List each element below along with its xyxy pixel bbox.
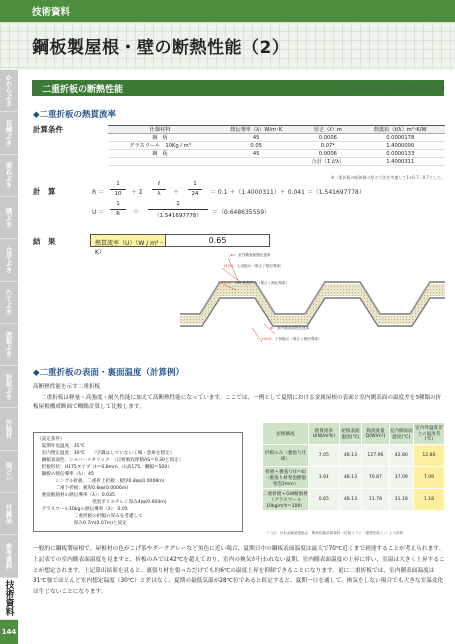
table-row: [263, 467, 445, 489]
mt-cell: [108, 158, 212, 166]
mt-cell: 鋼 板: [108, 150, 212, 158]
diagram-tag-lower: ℓ3/λ3：下折板の（厚さ / 熱伝導率）: [262, 337, 322, 341]
rt-cell: 11.78: [362, 489, 389, 511]
diagram-tag-upper: ℓ1/λ1：上折板の（厚さ / 熱伝導率）: [224, 264, 284, 268]
rt-header: 屋根構成: [263, 423, 309, 445]
mt-cell: 合計（Σ ℓ/λ）: [300, 158, 355, 166]
eq2-f1-den: R: [116, 211, 120, 217]
rt-cell: 37.09: [389, 467, 413, 489]
fraction-line: [152, 189, 166, 190]
condition-line: 室内想定温度：30℃ （空調はしていない工場・倉庫を想定）: [37, 451, 175, 456]
results-table: [262, 422, 445, 511]
mt-header: 熱抵抗（ℓ/λ）m²･K/W: [355, 126, 445, 134]
sidebar-item[interactable]: 立平ぶき: [0, 239, 18, 281]
eq2-f2-num: 1: [176, 201, 180, 207]
rt-cell: 0.65: [309, 489, 340, 511]
result-name: 熱貫流率（U）（W / m² ･K）: [91, 235, 166, 246]
rt-cell: 折板のみ（裏張り仕様）: [263, 445, 309, 467]
eq1-f2-den: λ: [157, 191, 161, 197]
conditions-box: [33, 432, 243, 532]
sidebar-item[interactable]: 重ねぶき: [0, 155, 18, 197]
table-row: [263, 489, 445, 511]
mt-cell: 0.0000178: [355, 134, 445, 142]
subsection-title-1: ◆二重折板の熱貫流率: [33, 110, 117, 120]
page-title: 鋼板製屋根・壁の断熱性能（2）: [32, 38, 290, 58]
condition-line: 夏期外気温度：35℃: [37, 444, 85, 449]
category-bar: [0, 0, 455, 22]
condition-line: 鋼板表面色：シルバーメタリック （日射吸収係数AS＝0.30と仮定）: [37, 458, 184, 463]
condition-line: 厚み0.7m(0.07m)と設定: [37, 521, 127, 526]
sidebar-item[interactable]: 折板ぶき: [0, 366, 18, 408]
condition-line: 鋼板の熱伝導率（λ）：45: [37, 472, 94, 477]
rt-cell: 3.91: [309, 467, 340, 489]
condition-line: 二重折板の折幅の厚みを考慮して: [37, 514, 143, 519]
condition-line: （設定条件）: [37, 437, 65, 442]
eq1-lhs: R ＝: [92, 189, 105, 196]
mt-cell: 45: [212, 134, 300, 142]
rt-header: 室内外温度差との温度差(℃): [413, 423, 444, 445]
sidebar-item[interactable]: 雨どい: [0, 451, 18, 493]
rt-cell: 48.13: [339, 489, 362, 511]
sidebar-item[interactable]: 付属品: [0, 493, 18, 535]
sidebar-item[interactable]: かわらぶき: [0, 70, 18, 112]
rt-header: 屋根表面温度(℃): [339, 423, 362, 445]
eq2-f2-den: （1.541697778）: [154, 213, 202, 219]
table-row: [108, 150, 445, 158]
eq1-f3-num: 1: [193, 181, 197, 187]
table-row: [108, 158, 445, 166]
mt-cell: 0.07*: [300, 142, 355, 150]
mt-cell: 1.4000311: [355, 158, 445, 166]
lead-text: 高断熱性能を示す二重折板: [33, 384, 101, 390]
sidebar-item[interactable]: 参考資料: [0, 535, 18, 577]
mt-header: 厚さ（ℓ）m: [300, 126, 355, 134]
fraction-line: [148, 209, 208, 210]
category-label: 技術資料: [32, 7, 71, 18]
table-row: [263, 445, 445, 467]
table-row: [108, 134, 445, 142]
results-table-note: （一社）日本金属屋根協会 断熱性能計算資料（折板ソフト「夏期を除く」）より抜粋: [265, 531, 404, 535]
material-table: [108, 125, 445, 166]
rt-cell: 折板＋裏張り(t＝4)（裏張り材発泡樹脂発泡2mm）: [263, 467, 309, 489]
eq1-plus2: ＋: [173, 189, 180, 196]
result-value: 0.65: [166, 235, 269, 246]
mt-header: 仕様材料: [108, 126, 212, 134]
rt-header: 室内側表面温度(℃): [389, 423, 413, 445]
eq1-f2-num: ℓ: [157, 181, 161, 187]
page-number: 144: [0, 620, 18, 644]
mt-cell: グラスウール 10Kg / m³: [108, 142, 212, 150]
rt-cell: 1.18: [413, 489, 444, 511]
rt-cell: 48.13: [339, 467, 362, 489]
mt-cell: 0.05: [212, 142, 300, 150]
rt-cell: 48.13: [339, 445, 362, 467]
eq2-lhs: U ＝: [92, 209, 105, 216]
result-label: 結 果: [33, 237, 56, 246]
eq1-f1-num: 1: [116, 181, 120, 187]
sidebar-item[interactable]: 外装材: [0, 408, 18, 450]
condition-line: シングル折板、二重折上折板：板厚0.8㎜(0.0008m): [37, 479, 165, 484]
eq1-f3-den: 24: [191, 191, 199, 197]
eq1-plus1: ＋ Σ: [131, 189, 143, 196]
sidebar-item[interactable]: 瓦棒ぶき: [0, 112, 18, 154]
fraction-line: [188, 189, 202, 190]
sidebar: [0, 70, 18, 644]
rt-header: 熱貫流率 U(W/m²K): [309, 423, 340, 445]
eq2-eq: ＝: [133, 209, 140, 216]
sidebar-item[interactable]: 横ぶき: [0, 197, 18, 239]
table-note: ※二重折板の断熱層の厚さ寸法を考慮して1×0.7＝0.7とした。: [331, 175, 445, 180]
title-band: [0, 22, 455, 70]
eq1-rest: ＝ 0.1 ＋（1.4000311）＋ 0.041 ＝（1.541697778）: [210, 189, 365, 196]
calculation-label: 計 算: [33, 187, 56, 196]
condition-line: グラスウール10kgの熱伝導率（λ）：0.05: [37, 507, 128, 512]
mt-cell: 鋼 板: [108, 134, 212, 142]
rt-cell: 二重折板＋GW断熱材（グラスウール10kg/m³t＝100）: [263, 489, 309, 511]
rt-cell: 31.18: [389, 489, 413, 511]
rt-cell: 7.05: [309, 445, 340, 467]
double-fold-roof-diagram: [180, 252, 445, 347]
diagram-tag-ao: αo：室外側表面熱伝達率: [230, 253, 271, 257]
closing-paragraph: 一般的に鋼板製屋根で、屋根材の色がこげ茶やダークグレーなど黒色に近い場合、夏期日中の鋼板表面温度は最大で70℃近くまで到達することが考えられます。上記表での室内側表面温度を見ますと、折板のみでは42℃を超えており、室内の換気が行われない夏期、室内側表面温度の上昇に伴い、室温は大きく上昇することが想定されます。上記算出結果を見ると、裏張り材を張っただけでも約6℃の温度上昇を抑制できることになります。更に二重折板では、室内側表面温度は31℃強でほとんど室内想定温度（30℃）と差はなく、夏期の最低気温が28℃位であると仮定すると、夏期一日を通して、換気をしない場合でも大きな室温変化は生じないことになります。: [33, 546, 445, 596]
sidebar-item[interactable]: 波板ぶき: [0, 324, 18, 366]
condition-line: 折板形状：H175タイプ（t＝0.8mm、山高175、働幅＝500）: [37, 465, 172, 470]
fraction-line: [110, 189, 126, 190]
rt-cell: 127.96: [362, 445, 389, 467]
sidebar-item[interactable]: たてぶき: [0, 282, 18, 324]
calc-conditions-label: 計算条件: [33, 125, 63, 134]
fraction-line: [110, 209, 126, 210]
mt-cell: 0.0006: [300, 134, 355, 142]
section-source: （一社）日本金属屋根協会 断熱性能計算資料(HP)より抜粋: [336, 86, 445, 91]
condition-line: 裏張断熱材の熱伝導率（λ）：0.035: [37, 493, 115, 498]
sidebar-item[interactable]: 技術資料: [0, 578, 18, 620]
mt-cell: 45: [212, 150, 300, 158]
eq2-f1-num: 1: [116, 201, 120, 207]
rt-cell: 7.09: [413, 467, 444, 489]
diagram-tag-ai: αi：室内側表面熱伝達率: [270, 326, 310, 330]
rt-header: 熱流流量Q(W/m²): [362, 423, 389, 445]
rt-cell: 42.80: [389, 445, 413, 467]
mt-header: 熱伝導率（λ）W/m･K: [212, 126, 300, 134]
diagram-tag-gw: ℓ2/λ2：GW 断熱材の（厚さ / 熱伝導率）: [222, 281, 290, 285]
intro-paragraph: 二重折板は軽量・高強度・耐久性能に加えて高断熱性能になっています。ここでは、一例として夏期における金属屋根の表面と室内側表面の温度差を3種類の折板屋根構成断面で概略計算して比較します。: [33, 395, 442, 410]
table-row: [108, 142, 445, 150]
condition-line: 二重下折板：板厚0.6㎜(0.0006m): [37, 486, 129, 491]
rt-cell: 12.80: [413, 445, 444, 467]
eq2-rest: ＝（0.648635559）: [212, 209, 271, 216]
eq1-f1-den: 10: [114, 191, 122, 197]
mt-cell: 0.0006: [300, 150, 355, 158]
rt-cell: 70.87: [362, 467, 389, 489]
condition-line: 発泡ポリエチレン厚み4㎜(0.004m): [37, 500, 167, 505]
section-title: 二重折板の断熱性能: [42, 85, 124, 95]
mt-cell: [212, 158, 300, 166]
mt-cell: 1.4000000: [355, 142, 445, 150]
mt-cell: 0.0000133: [355, 150, 445, 158]
subsection-title-2: ◆二重折板の表面・裏面温度（計算例）: [33, 368, 185, 378]
